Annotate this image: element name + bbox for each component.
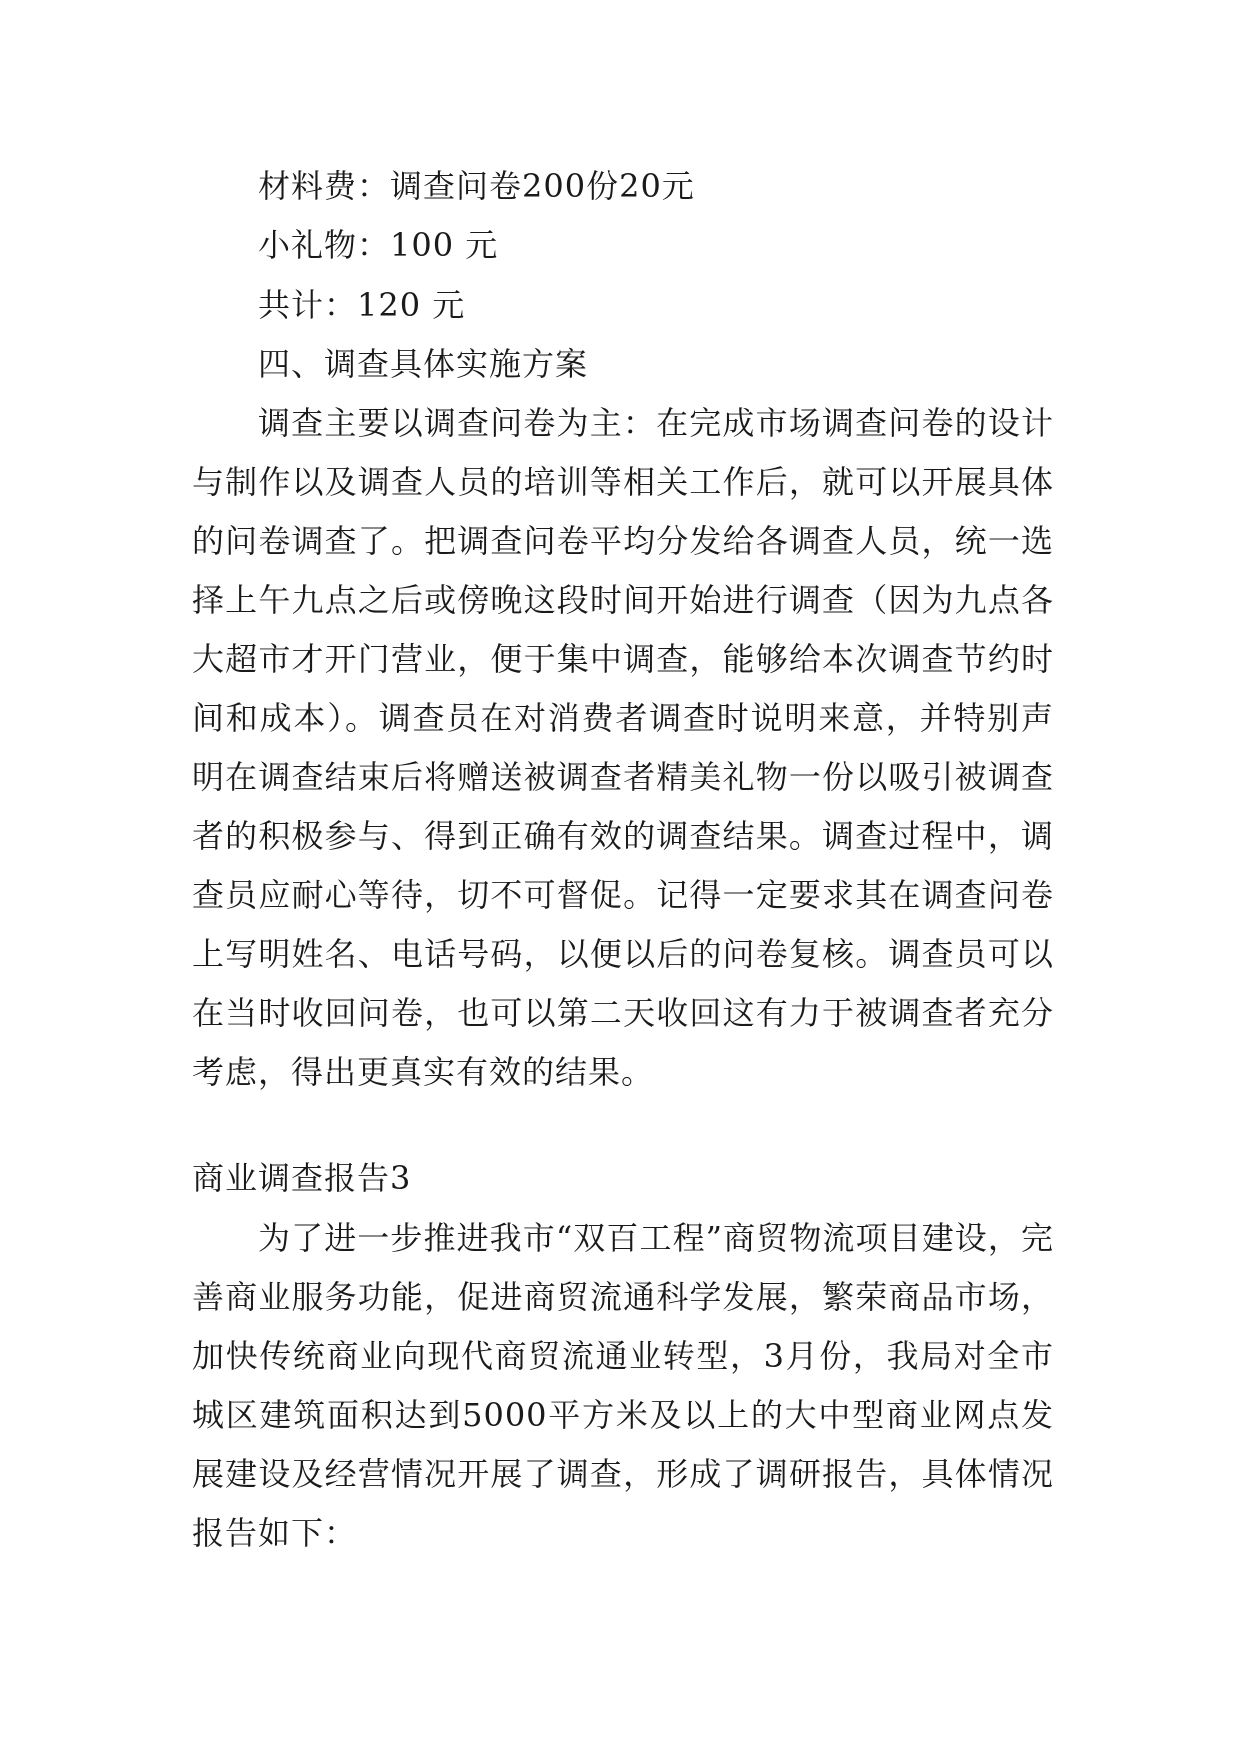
report-3-intro-paragraph: 为了进一步推进我市“双百工程”商贸物流项目建设，完善商业服务功能，促进商贸流通科学发展，繁荣商品市场，加快传统商业向现代商贸流通业转型，3月份，我局对全市城区建筑面积达到5000平方米及以上的大中型商业网点发展建设及经营情况开展了调查，形成了调研报告，具体情况报告如下： (192, 1219, 1054, 1552)
report-3-heading: 商业调查报告3 (192, 1159, 412, 1197)
section-4-title: 四、调查具体实施方案 (258, 345, 589, 383)
gifts-cost-line: 小礼物：100 元 (258, 226, 499, 264)
total-cost-line: 共计：120 元 (258, 286, 466, 324)
section-4-body-paragraph: 调查主要以调查问卷为主：在完成市场调查问卷的设计与制作以及调查人员的培训等相关工作后，就可以开展具体的问卷调查了。把调查问卷平均分发给各调查人员，统一选择上午九点之后或傍晚这段时间开始进行调查（因为九点各大超市才开门营业，便于集中调查，能够给本次调查节约时间和成本）。调查员在对消费者调查时说明来意，并特别声明在调查结束后将赠送被调查者精美礼物一份以吸引被调查者的积极参与、得到正确有效的调查结果。调查过程中，调查员应耐心等待，切不可督促。记得一定要求其在调查问卷上写明姓名、电话号码，以便以后的问卷复核。调查员可以在当时收回问卷，也可以第二天收回这有力于被调查者充分考虑，得出更真实有效的结果。 (192, 404, 1054, 1091)
materials-cost-line: 材料费：调查问卷200份20元 (258, 167, 695, 205)
